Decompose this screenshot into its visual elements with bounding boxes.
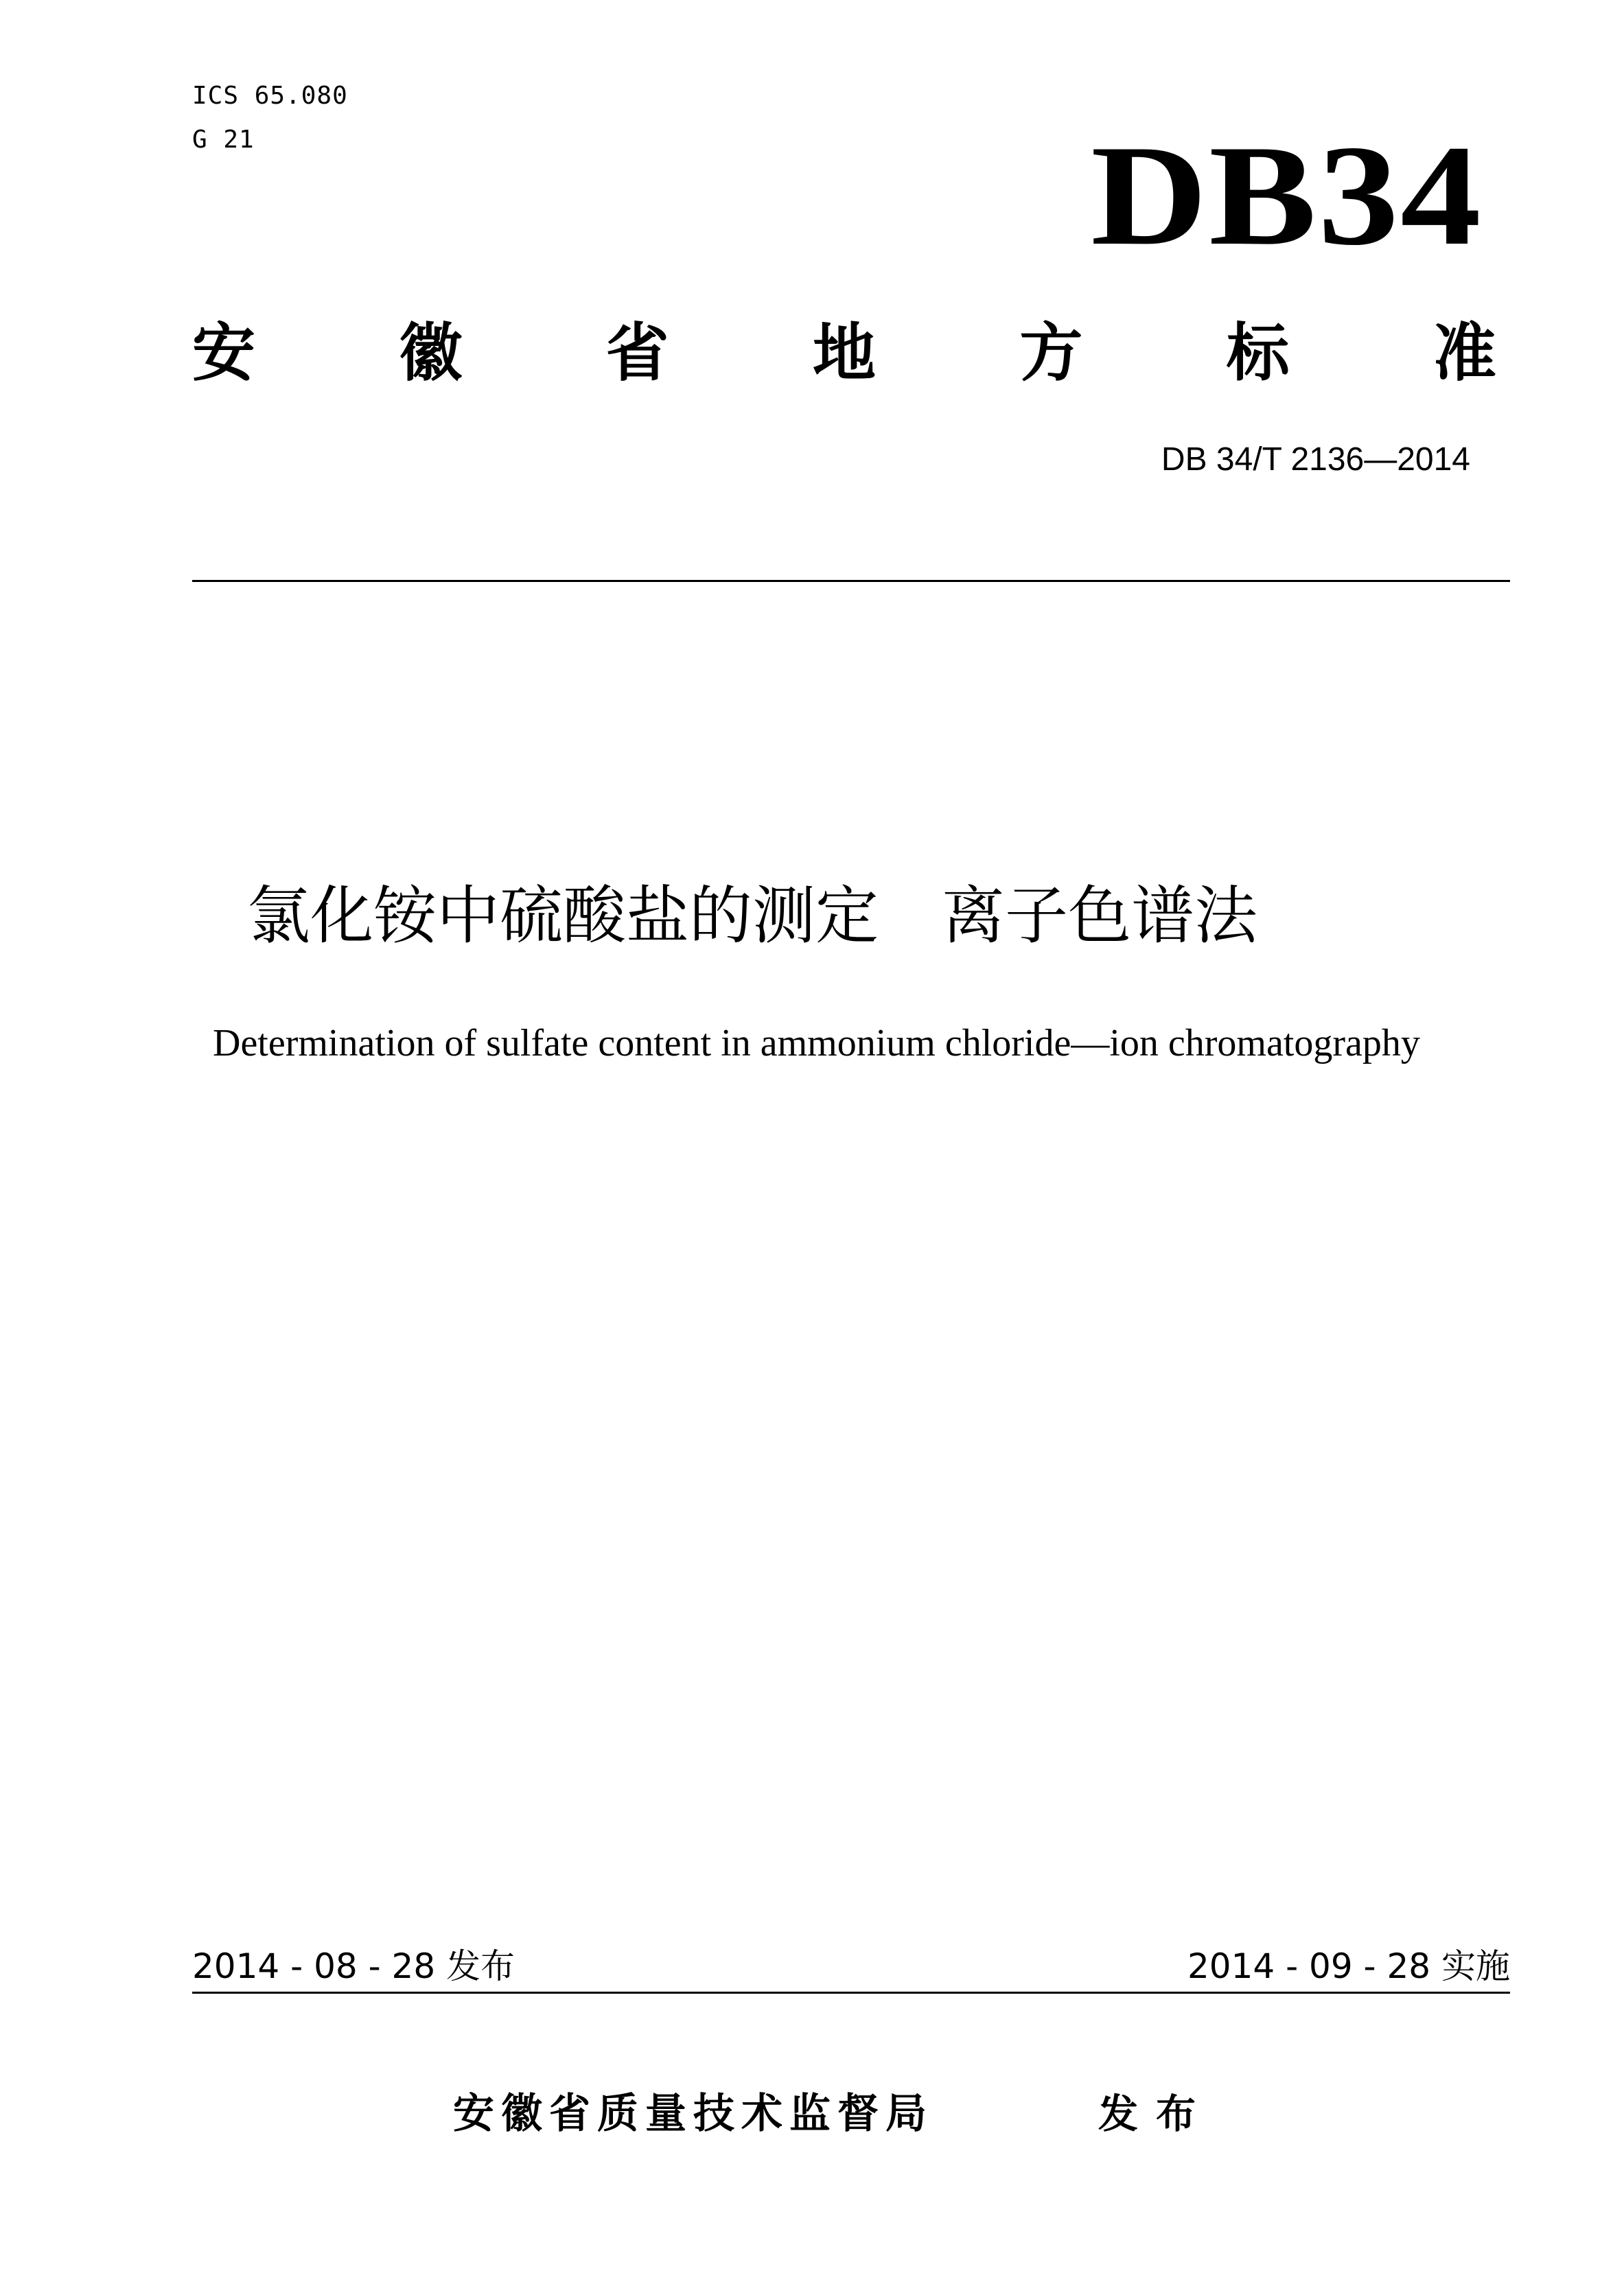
category-char: 地 — [812, 316, 876, 390]
issue-date: 2014 - 08 - 28 发布 — [192, 1946, 515, 1986]
category-char: 省 — [605, 316, 669, 390]
ics-code: ICS 65.080 — [192, 82, 348, 110]
footer-divider — [192, 1992, 1510, 1994]
english-title: Determination of sulfate content in ammonium chloride—ion chromatography — [213, 1022, 1420, 1064]
category-char: 标 — [1226, 316, 1290, 390]
category-char: 安 — [192, 316, 256, 390]
category-char: 准 — [1432, 316, 1496, 390]
ccs-code: G 21 — [192, 126, 255, 154]
category-char: 徽 — [399, 316, 463, 390]
standard-logo: DB34 — [1091, 116, 1483, 275]
header-divider — [192, 580, 1510, 582]
standard-category-title — [192, 312, 1496, 395]
implementation-date: 2014 - 09 - 28 实施 — [1187, 1946, 1510, 1986]
chinese-title: 氯化铵中硫酸盐的测定 离子色谱法 — [247, 879, 1258, 953]
category-char: 方 — [1019, 316, 1083, 390]
issuing-authority: 安徽省质量技术监督局 — [453, 2090, 933, 2138]
issue-action: 发布 — [1098, 2090, 1214, 2137]
standard-number: DB 34/T 2136—2014 — [1161, 441, 1470, 478]
